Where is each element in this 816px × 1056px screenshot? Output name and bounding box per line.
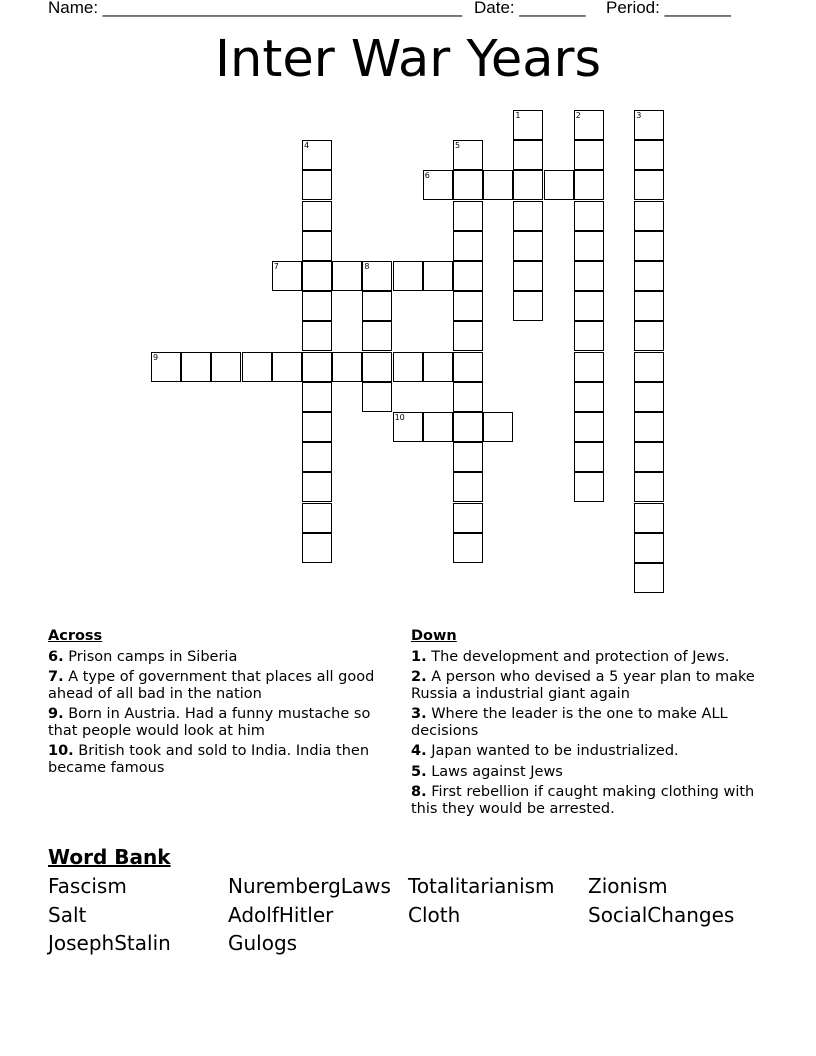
crossword-cell[interactable]: [302, 201, 332, 231]
crossword-cell[interactable]: [302, 261, 332, 291]
crossword-cell[interactable]: [362, 352, 392, 382]
crossword-cell[interactable]: [302, 170, 332, 200]
clue-number: 2: [575, 111, 581, 120]
crossword-cell[interactable]: [634, 170, 664, 200]
name-field: Name: ______________________________________: [48, 0, 463, 17]
across-clue: [48, 706, 393, 739]
crossword-cell[interactable]: [634, 503, 664, 533]
crossword-cell[interactable]: [211, 352, 241, 382]
crossword-cell[interactable]: [634, 110, 664, 140]
across-clues: [48, 628, 393, 780]
crossword-cell[interactable]: [483, 170, 513, 200]
word-bank-word: NurembergLaws: [228, 874, 391, 898]
clue-number: 5: [455, 141, 461, 151]
crossword-cell[interactable]: [453, 503, 483, 533]
clue-num: 5.: [411, 763, 427, 780]
crossword-cell[interactable]: [574, 352, 604, 382]
crossword-cell[interactable]: [634, 472, 664, 502]
word-bank-word: Fascism: [48, 874, 127, 898]
clue-num: 4.: [411, 743, 427, 759]
crossword-cell[interactable]: [634, 231, 664, 261]
clue-text: British took and sold to India. India then became famous: [48, 743, 370, 776]
across-clue: [48, 743, 393, 776]
crossword-cell[interactable]: [453, 472, 483, 502]
crossword-cell[interactable]: [423, 412, 453, 442]
word-bank-word: Cloth: [408, 903, 461, 927]
clue-num: 1.: [411, 648, 427, 665]
crossword-cell[interactable]: [302, 442, 332, 472]
crossword-cell[interactable]: [574, 291, 604, 321]
crossword-cell[interactable]: [151, 352, 181, 382]
crossword-cell[interactable]: [453, 201, 483, 231]
crossword-cell[interactable]: [453, 291, 483, 321]
clue-num: 6.: [48, 648, 64, 665]
down-clue: [411, 764, 756, 781]
crossword-cell[interactable]: [302, 291, 332, 321]
crossword-cell[interactable]: [181, 352, 211, 382]
clue-number: 1: [515, 111, 521, 120]
clue-number: 3: [636, 111, 642, 120]
crossword-cell[interactable]: [634, 382, 664, 412]
crossword-cell[interactable]: [423, 170, 453, 200]
crossword-cell[interactable]: [423, 261, 453, 291]
crossword-cell[interactable]: [574, 201, 604, 231]
crossword-cell[interactable]: [302, 321, 332, 351]
crossword-cell[interactable]: [574, 472, 604, 502]
crossword-cell[interactable]: [574, 412, 604, 442]
crossword-cell[interactable]: [302, 472, 332, 502]
crossword-cell[interactable]: [574, 442, 604, 472]
crossword-cell[interactable]: [513, 110, 543, 140]
crossword-cell[interactable]: [574, 321, 604, 351]
down-clues: [411, 628, 756, 821]
clue-num: 8.: [411, 784, 427, 800]
crossword-cell[interactable]: [302, 352, 332, 382]
crossword-cell[interactable]: [453, 412, 483, 442]
crossword-cell[interactable]: [634, 140, 664, 170]
crossword-cell[interactable]: [453, 140, 483, 170]
crossword-cell[interactable]: [242, 352, 272, 382]
crossword-cell[interactable]: [453, 382, 483, 412]
clue-text: Laws against Jews: [426, 763, 563, 780]
crossword-cell[interactable]: [453, 231, 483, 261]
clue-num: 2.: [411, 669, 427, 685]
clue-number: 4: [304, 141, 310, 151]
crossword-cell[interactable]: [453, 261, 483, 291]
down-clue: [411, 649, 756, 666]
clue-number: 9: [153, 352, 159, 362]
crossword-cell[interactable]: [513, 140, 543, 170]
clue-number: 7: [273, 262, 279, 271]
crossword-cell[interactable]: [634, 533, 664, 563]
clue-num: 10.: [48, 743, 74, 759]
crossword-cell[interactable]: [302, 231, 332, 261]
crossword-cell[interactable]: [302, 412, 332, 442]
crossword-cell[interactable]: [453, 533, 483, 563]
clue-number: 8: [364, 262, 370, 271]
crossword-cell[interactable]: [362, 291, 392, 321]
crossword-cell[interactable]: [634, 563, 664, 593]
crossword-cell[interactable]: [634, 352, 664, 382]
clue-number: 6: [424, 171, 430, 181]
clue-text: First rebellion if caught making clothing with this they would be arrested.: [411, 784, 755, 817]
down-clue: [411, 669, 756, 702]
crossword-cell[interactable]: [302, 140, 332, 170]
word-bank-title: Word Bank: [48, 845, 171, 869]
crossword-cell[interactable]: [332, 352, 362, 382]
clue-text: The development and protection of Jews.: [426, 648, 730, 665]
date-field: Date: _______: [474, 0, 586, 17]
crossword-cell[interactable]: [574, 170, 604, 200]
crossword-cell[interactable]: [453, 321, 483, 351]
clue-text: A person who devised a 5 year plan to make Russia a industrial giant again: [411, 669, 755, 702]
crossword-cell[interactable]: [634, 412, 664, 442]
crossword-cell[interactable]: [483, 412, 513, 442]
across-heading: Across: [48, 628, 103, 644]
crossword-cell[interactable]: [574, 382, 604, 412]
crossword-cell[interactable]: [302, 533, 332, 563]
crossword-cell[interactable]: [362, 261, 392, 291]
crossword-cell[interactable]: [574, 140, 604, 170]
crossword-cell[interactable]: [453, 352, 483, 382]
crossword-cell[interactable]: [544, 170, 574, 200]
period-field: Period: _______: [606, 0, 731, 17]
word-bank-word: AdolfHitler: [228, 903, 334, 927]
crossword-cell[interactable]: [272, 261, 302, 291]
clue-text: Japan wanted to be industrialized.: [426, 743, 679, 759]
crossword-cell[interactable]: [332, 261, 362, 291]
word-bank-word: Totalitarianism: [408, 874, 555, 898]
crossword-cell[interactable]: [513, 231, 543, 261]
across-clue: [48, 649, 393, 666]
clue-text: Prison camps in Siberia: [63, 648, 238, 665]
crossword-cell[interactable]: [513, 201, 543, 231]
clue-num: 9.: [48, 706, 64, 722]
crossword-cell[interactable]: [634, 261, 664, 291]
crossword-cell[interactable]: [423, 352, 453, 382]
word-bank-word: SocialChanges: [588, 903, 735, 927]
word-bank-word: Gulogs: [228, 931, 298, 955]
crossword-cell[interactable]: [393, 412, 423, 442]
word-bank-word: JosephStalin: [48, 931, 171, 955]
crossword-cell[interactable]: [574, 231, 604, 261]
down-clue: [411, 706, 756, 739]
across-clue: [48, 669, 393, 702]
down-clue: [411, 784, 756, 817]
crossword-cell[interactable]: [574, 261, 604, 291]
down-heading: Down: [411, 628, 457, 644]
clue-number: 10: [394, 413, 405, 422]
word-bank-word: Zionism: [588, 874, 668, 898]
clue-text: A type of government that places all good ahead of all bad in the nation: [48, 669, 375, 702]
clue-num: 3.: [411, 706, 427, 722]
crossword-cell[interactable]: [362, 321, 392, 351]
crossword-cell[interactable]: [362, 382, 392, 412]
crossword-cell[interactable]: [453, 170, 483, 200]
crossword-cell[interactable]: [634, 442, 664, 472]
crossword-cell[interactable]: [513, 261, 543, 291]
crossword-cell[interactable]: [393, 352, 423, 382]
page-title: Inter War Years: [214, 30, 602, 89]
clue-text: Born in Austria. Had a funny mustache so that people would look at him: [48, 706, 371, 739]
crossword-cell[interactable]: [634, 201, 664, 231]
crossword-cell[interactable]: [634, 321, 664, 351]
crossword-cell[interactable]: [513, 291, 543, 321]
crossword-cell[interactable]: [634, 291, 664, 321]
crossword-cell[interactable]: [453, 442, 483, 472]
clue-text: Where the leader is the one to make ALL decisions: [411, 706, 728, 739]
down-clue: [411, 743, 756, 760]
crossword-cell[interactable]: [574, 110, 604, 140]
crossword-cell[interactable]: [302, 503, 332, 533]
crossword-cell[interactable]: [513, 170, 543, 200]
crossword-cell[interactable]: [272, 352, 302, 382]
clue-num: 7.: [48, 669, 64, 685]
crossword-cell[interactable]: [393, 261, 423, 291]
crossword-cell[interactable]: [302, 382, 332, 412]
word-bank-word: Salt: [48, 903, 87, 927]
